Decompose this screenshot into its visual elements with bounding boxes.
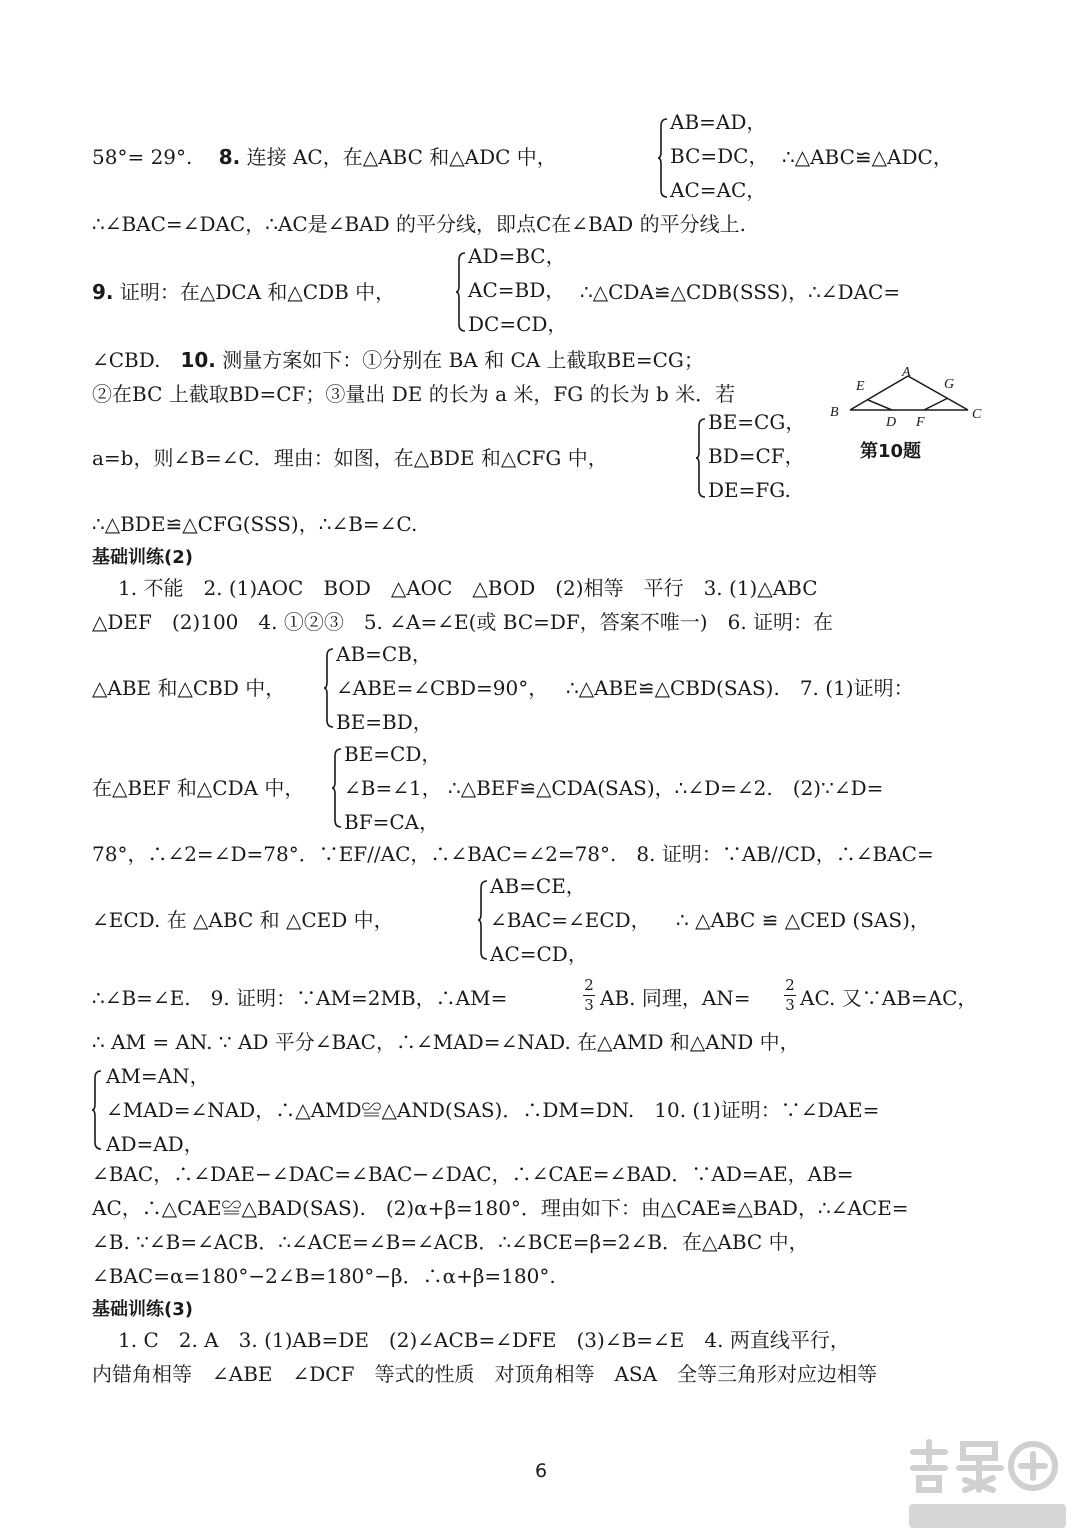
segment-gf [924, 398, 948, 410]
label-e: E [856, 379, 865, 394]
side-ac [908, 376, 968, 410]
text-line: ∠BAC=α=180°−2∠B=180°−β．∴α+β=180°. [92, 1264, 556, 1288]
equation: ∠B=∠1， [344, 776, 442, 800]
line-text: 证明：在△DCA 和△CDB 中， [113, 280, 396, 304]
text-line: ∴∠BAC=∠DAC，∴AC是∠BAD 的平分线，即点C在∠BAD 的平分线上. [92, 212, 746, 236]
text-line: AC，∴△CAE≌△BAD(SAS). (2)α+β=180°．理由如下：由△CAE≌△BAD，∴∠ACE= [92, 1196, 909, 1220]
question-number: 9. [92, 280, 114, 304]
triangle-figure [828, 366, 993, 426]
brace [324, 648, 334, 728]
text-line: ②在BC 上截取BD=CF；③量出 DE 的长为 a 米，FG 的长为 b 米．若 [92, 382, 736, 406]
equation: AC=BD， [468, 278, 566, 302]
equation: BC=DC， [670, 144, 769, 168]
line-text: 测量方案如下：①分别在 BA 和 CA 上截取BE=CG； [215, 348, 704, 372]
text-line: AC. 又∵AB=AC， [800, 986, 978, 1010]
text-line: ∴△BDE≌△CFG(SSS)，∴∠B=∠C. [92, 512, 418, 536]
figure-caption: 第10题 [860, 441, 922, 462]
brace [92, 1070, 102, 1150]
equation: BF=CA， [344, 810, 440, 834]
equation: AM=AN， [106, 1064, 210, 1088]
text-line: 在△BEF 和△CDA 中， [92, 776, 305, 800]
equation: AD=AD， [106, 1132, 204, 1156]
equation: BE=CD， [344, 742, 442, 766]
text-line [92, 145, 557, 169]
label-b: B [830, 405, 839, 420]
brace [696, 418, 706, 498]
section-heading: 基础训练(3) [92, 1299, 193, 1320]
text-line: ∴△CDA≌△CDB(SSS)，∴∠DAC= [580, 280, 901, 304]
line-text: 连接 AC，在△ABC 和△ADC 中， [240, 145, 557, 169]
equation: DE=FG. [708, 478, 791, 502]
text-line: 78°，∴∠2=∠D=78°．∵EF//AC，∴∠BAC=∠2=78°. 8. 证明：∵AB//CD，∴∠BAC= [92, 842, 934, 866]
text-line: ∠B. ∵∠B=∠ACB．∴∠ACE=∠B=∠ACB．∴∠BCE=β=2∠B．在△ABC 中， [92, 1230, 809, 1254]
text-line: △DEF (2)100 4. ①②③ 5. ∠A=∠E(或 BC=DF，答案不唯一) 6. 证明：在 [92, 610, 834, 634]
brace [478, 880, 488, 960]
brace [456, 252, 466, 332]
section-heading: 基础训练(2) [92, 547, 193, 568]
text-line: ∴ △ABC ≌ △CED (SAS)， [676, 908, 930, 932]
equation: ∠BAC=∠ECD， [490, 908, 651, 932]
page-number: 6 [535, 1460, 548, 1482]
text-line: ∴△BEF≌△CDA(SAS)，∴∠D=∠2. (2)∵∠D= [448, 776, 884, 800]
numerator: 2 [584, 976, 594, 994]
label-a: A [902, 366, 911, 380]
equation: ∠ABE=∠CBD=90°， [336, 676, 549, 700]
text-line: AB. 同理，AN= [600, 986, 751, 1010]
equation: AD=BC， [468, 244, 566, 268]
equation: AC=AC， [670, 178, 767, 202]
text-line: ∴△ABC≌△ADC， [782, 145, 953, 169]
label-c: C [972, 407, 982, 422]
numerator: 2 [785, 976, 795, 994]
text-line: ∴ AM = AN. ∵ AD 平分∠BAC，∴∠MAD=∠NAD. 在△AMD 和△AND 中， [92, 1030, 800, 1054]
equation: ∠MAD=∠NAD，∴△AMD≌△AND(SAS)．∴DM=DN. 10. (1)证明：∵∠DAE= [106, 1098, 880, 1122]
question-number: 8. [218, 145, 241, 169]
label-d: D [886, 415, 897, 426]
segment-ed [868, 400, 892, 410]
text-line: ∴∠B=∠E. 9. 证明：∵AM=2MB，∴AM= [92, 986, 508, 1010]
label-g: G [944, 377, 955, 392]
text-line: ∴△ABE≌△CBD(SAS). 7. (1)证明： [566, 676, 914, 700]
text-line: △ABE 和△CBD 中， [92, 676, 286, 700]
text-line: 1. C 2. A 3. (1)AB=DE (2)∠ACB=∠DFE (3)∠B=∠E 4. 两直线平行， [118, 1328, 850, 1352]
text-line [92, 348, 704, 372]
text-line: ∠BAC，∴∠DAE−∠DAC=∠BAC−∠DAC，∴∠CAE=∠BAD．∵AD=AE，AB= [92, 1162, 854, 1186]
equation: AB=CB， [336, 642, 432, 666]
brace [332, 748, 342, 828]
equation: AB=CE， [490, 874, 586, 898]
equation: BD=CF， [708, 444, 805, 468]
line-text: ∠CBD. [92, 348, 181, 372]
equation: DC=CD， [468, 312, 568, 336]
text-line: 内错角相等 ∠ABE ∠DCF 等式的性质 对顶角相等 ASA 全等三角形对应边相等 [92, 1362, 878, 1386]
denominator: 3 [785, 996, 795, 1014]
equation: BE=BD， [336, 710, 433, 734]
brace [658, 118, 668, 198]
equation: AC=CD， [490, 942, 588, 966]
text-line: 1. 不能 2. (1)AOC BOD △AOC △BOD (2)相等 平行 3. (1)△ABC [118, 576, 818, 600]
denominator: 3 [584, 996, 594, 1014]
text-line [92, 280, 395, 304]
watermark-logo [905, 1434, 1070, 1532]
equation: AB=AD， [670, 110, 767, 134]
equation: BE=CG， [708, 410, 806, 434]
question-number: 10. [180, 348, 216, 372]
label-f: F [916, 415, 925, 426]
text-line: a=b，则∠B=∠C．理由：如图，在△BDE 和△CFG 中， [92, 446, 608, 470]
text-line: ∠ECD. 在 △ABC 和 △CED 中， [92, 908, 394, 932]
line-text: 58°= 29°. [92, 145, 219, 169]
